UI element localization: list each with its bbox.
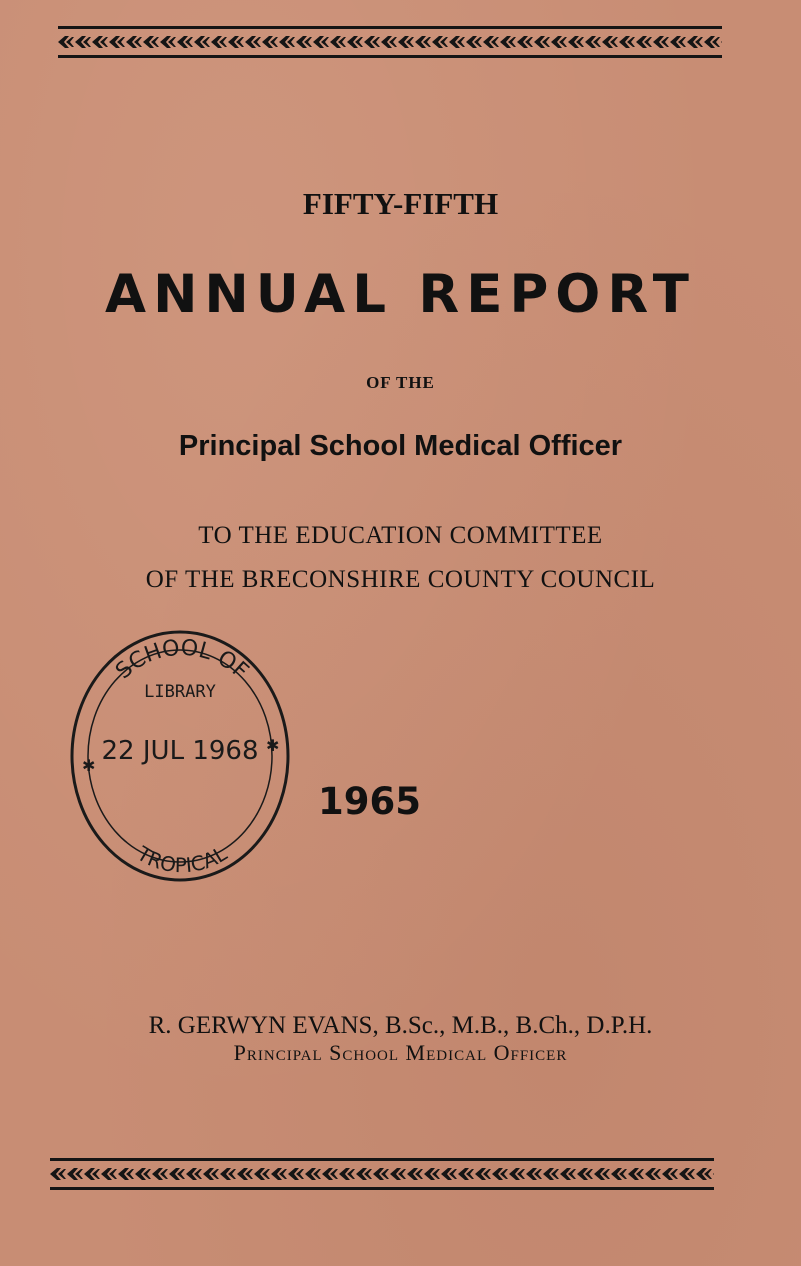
bottom-decorative-border bbox=[50, 1158, 714, 1190]
library-stamp bbox=[62, 625, 298, 887]
top-decorative-border bbox=[58, 26, 722, 58]
of-the-label: OF THE bbox=[366, 373, 435, 392]
top-rule-lower bbox=[58, 55, 722, 58]
author-title: Principal School Medical Officer bbox=[233, 1040, 568, 1065]
stamp-arc-top-text: SCHOOL OF bbox=[111, 635, 253, 685]
top-chevron-band bbox=[58, 33, 722, 51]
author-name: R. GERWYN EVANS, B.Sc., M.B., B.Ch., D.P.H. bbox=[148, 1012, 653, 1039]
stamp-star-left-icon: ✱ bbox=[82, 756, 96, 775]
stamp-star-right-icon: ✱ bbox=[266, 736, 280, 755]
committee-line-1: TO THE EDUCATION COMMITTEE bbox=[198, 522, 603, 549]
committee-line-2: OF THE BRECONSHIRE COUNTY COUNCIL bbox=[145, 566, 656, 593]
stamp-date: 22 JUL 1968 bbox=[101, 736, 259, 766]
bottom-rule-lower bbox=[50, 1187, 714, 1190]
stamp-library-label: LIBRARY bbox=[144, 682, 216, 702]
bottom-rule-upper bbox=[50, 1158, 714, 1161]
report-ordinal: FIFTY-FIFTH bbox=[302, 186, 499, 221]
top-chevron-pattern bbox=[58, 33, 722, 51]
report-title: ANNUAL REPORT bbox=[105, 264, 696, 325]
stamp-arc-bottom-text: TROPICAL bbox=[133, 841, 231, 878]
officer-title: Principal School Medical Officer bbox=[178, 430, 623, 462]
bottom-chevron-band bbox=[50, 1165, 714, 1183]
bottom-chevron-pattern bbox=[50, 1165, 714, 1183]
top-rule-upper bbox=[58, 26, 722, 29]
report-year: 1965 bbox=[318, 780, 421, 823]
